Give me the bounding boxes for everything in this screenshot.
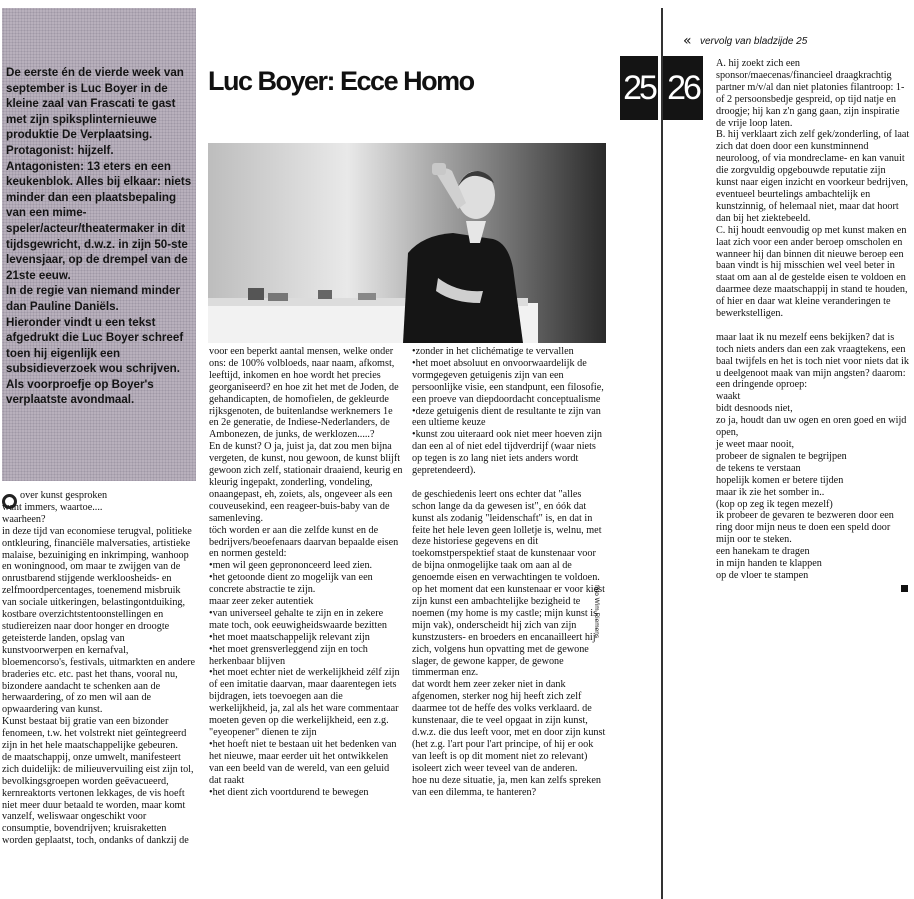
article-paragraph <box>716 320 910 332</box>
column-2 <box>209 346 403 798</box>
article-paragraph: maar zeer zeker autentiek <box>209 596 314 608</box>
article-paragraph: •het moet absoluut en onvoorwaardelijk de vormgegeven getuigenis zijn van een persoonlijke visie, een standpunt, een filosofie, een proeve van diepdoordacht conceptualisme <box>412 357 604 405</box>
article-paragraph: •deze getuigenis dient de resultante te zijn van een ultieme keuze <box>412 405 601 429</box>
article-paragraph: •het moet grensverleggend zijn en toch herkenbaar blijven <box>209 643 368 667</box>
article-paragraph: •het moet echter niet de werkelijkheid zélf zijn of een imitatie daarvan, maar daarentegen iets bijdragen, iets toevoegen aan die werkelijkheid, ja, zal als het ware commentaar moeten geven op die werkelijkheid, een z.g. "eyeopener" dienen te zijn <box>209 667 400 738</box>
article-paragraph: A. hij zoekt zich een sponsor/maecenas/financieel draagkrachtig partner m/v/al dan niet platonies filantroop: 1- of 2 persoonsbedje gespreid, op tijd natje en droogje; hij kan z'n gang gaan, zijn inspiratie de vrije loop laten. <box>716 58 905 129</box>
article-paragraph: over kunst gesproken <box>20 490 108 501</box>
article-paragraph: in deze tijd van economiese terugval, politieke ontkleuring, financiële malversaties, artistieke malaise, bezuiniging en inkrimping, wanhoop en woningnood, om maar te zwijgen van de onrustbarend stijgende werkloosheids- en zelfmoordpercentages, toenemend misbruik van sociale uitkeringen, belastingontduiking, kostbare overzichtstentoonstellingen en studiereizen naar door honger en droogte geteisterde landen, opslag van kunstvoorwerpen en kernafval, bloemencorso's, festivals, uitmarkten en andere braderies etc. etc. past het thans, vooral nu, bizondere aandacht te schenken aan de herwaardering, of zo men wil aan de opwaardering van kunst. <box>2 525 196 716</box>
intro-paragraph: Protagonist: hijzelf. Antagonisten: 13 eters en een keukenblok. Alles bij elkaar: niets minder dan een plaatsbepaling van een mime-speler/acteur/theatermaker in dit tijdsgewricht, d.w.z. in zijn 50-ste levensjaar, op de drempel van de 21ste eeuw. <box>6 143 192 282</box>
column-rule <box>661 8 663 899</box>
article-paragraph: C. hij houdt eenvoudig op met kunst maken en laat zich voor een ander beroep omscholen en wanneer hij dan binnen dit nieuwe beroep een baan vindt is hij misschien wel veel beter in staat om aan al de gestelde eisen te voldoen en daarmee deze maatschappij in stand te houden, of hier en daar wat kleine veranderingen te bewerkstelligen. <box>716 224 908 320</box>
intro-box <box>2 8 196 481</box>
article-paragraph: •kunst zou uiteraard ook niet meer hoeven zijn dan een al of niet edel tijdverdrijf (waar niets op tegen is zo lang niet iets anders wordt gepretendeerd). <box>412 429 602 477</box>
article-paragraph: zo ja, houdt dan uw ogen en oren goed en wijd open, <box>716 415 907 439</box>
article-paragraph: •zonder in het clichématige te vervallen <box>412 346 574 357</box>
article-paragraph: •men wil geen geprononceerd leed zien. <box>209 560 373 572</box>
article-paragraph: hopelijk komen er betere tijden <box>716 474 844 486</box>
article-paragraph: waakt <box>716 391 741 403</box>
article-paragraph: •het hoeft niet te bestaan uit het bedenken van het nieuwe, maar eerder uit het ontwikkelen van een beeld van de wereld, van een geluid dat raakt <box>209 738 397 786</box>
photo-illustration <box>208 143 606 343</box>
intro-paragraph: In de regie van niemand minder dan Pauline Daniëls. <box>6 284 180 313</box>
article-paragraph: op het moment dat een kunstenaar er voor kiest zijn kunst een ambachtelijke bezigheid te noemen (my home is my castle; mijn kunst is mijn vak), onderscheidt hij zich van zijn kunstzusters- en broeders en encanailleert hij zich, volgens hun opvatting met de gewone slager, de gewone kapper, de gewone timmerman enz. <box>412 584 605 679</box>
article-paragraph: ik probeer de gevaren te bezweren door een ring door mijn neus te doen een speld door mijn oor te steken. <box>716 510 894 546</box>
article-paragraph: je weet maar nooit, <box>716 438 795 450</box>
article-paragraph: maar ik zie het somber in.. <box>716 486 825 498</box>
article-paragraph: •het getoonde dient zo mogelijk van een concrete abstractie te zijn. <box>209 572 373 596</box>
article-paragraph: maar laat ik nu mezelf eens bekijken? dat is toch niets anders dan een zak vraagtekens, een baal twijfels en het is toch niet voor niets dat ik u deelgenoot maak van mijn angsten? daarom: een dringende oproep: <box>716 331 909 391</box>
article-paragraph: (kop op zeg ik tegen mezelf) <box>716 498 833 510</box>
article-title: Luc Boyer: Ecce Homo <box>208 66 474 96</box>
column-3 <box>412 346 606 798</box>
article-paragraph: Kunst bestaat bij gratie van een bizonder fenomeen, t.w. het volstrekt niet geïntegreerd zijn in het hele maatschappelijke gebeuren. <box>2 716 187 752</box>
article-paragraph: B. hij verklaart zich zelf gek/zonderling, of laat zich dat doen door een kunstminnend neuroloog, of via mondreclame- en kan vanuit die zorgvuldig opgebouwde reputatie zijn kunst naar eigen inzicht en voorkeur bedrijven, eventueel beurtelings ambachtelijk en kunstzinnig, of helemaal niet, maar dat hoort dan bij het ziektebeeld. <box>716 129 910 224</box>
article-paragraph: töch worden er aan die zelfde kunst en de bedrijvers/beoefenaars daarvan bepaalde eisen en normen gesteld: <box>209 524 399 560</box>
article-paragraph: de maatschappij, onze umwelt, manifesteert zich duidelijk: de milieuvervuiling eist zijn tol, bevolkingsgroepen worden geëvacueerd, kernreaktorts vertonen lekkages, de vis hoeft niet meer duur betaald te worden, maar komt vanzelf, weliswaar ongeschikt voor consumptie, bovendrijven; kruisraketten worden geplaatst, toch, ondanks of dankzij de <box>2 751 194 847</box>
continued-from-label: vervolg van bladzijde 25 <box>700 36 808 47</box>
article-paragraph: bidt desnoods niet, <box>716 403 793 415</box>
page-number-left: 25 <box>620 56 658 120</box>
double-chevron-left-icon: « <box>683 33 692 49</box>
article-paragraph: in mijn handen te klappen <box>716 558 822 570</box>
intro-paragraph: Als voorproefje op Boyer's verplaatste avondmaal. <box>6 377 154 407</box>
intro-paragraph: Hieronder vindt u een tekst afgedrukt die Luc Boyer schreef toen hij eigenlijk een subsidieverzoek wou schrijven. <box>6 315 184 376</box>
article-paragraph: waarheen? <box>2 513 46 525</box>
article-paragraph: want immers, waartoe.... <box>2 501 103 513</box>
article-photo <box>208 143 606 343</box>
intro-text <box>6 65 192 408</box>
page-number-right: 26 <box>663 56 703 120</box>
column-4 <box>716 58 910 582</box>
end-mark <box>901 585 908 592</box>
article-paragraph: •het dient zich voortdurend te bewegen <box>209 786 369 798</box>
column-1 <box>2 490 196 847</box>
article-paragraph: de geschiedenis leert ons echter dat "alles schon lange da da gewesen ist", en óók dat kunst als zodanig "leidenschaft" is, en dat in feite het hele leven geen lolletje is, welnu, met deze historiese gegevens en dit toekomstperspektief staat de kunstenaar voor de bijna onmogelijke taak om aan al de genoemde eisen en verwachtingen te voldoen. <box>412 488 602 584</box>
photo-credit: foto Wim Riemens <box>593 585 600 639</box>
article-paragraph: •het moet maatschappelijk relevant zijn <box>209 631 370 643</box>
article-paragraph: probeer de signalen te begrijpen <box>716 450 847 462</box>
article-paragraph: op de vloer te stampen <box>716 569 809 581</box>
article-paragraph: dat wordt hem zeer zeker niet in dank afgenomen, sterker nog hij heeft zich zelf daarmee tot de heffe des volks verklaard. de kunstenaar, die te veel opgaat in zijn kunst, d.w.z. die dus leeft voor, met en door zijn kunst (het z.g. l'art pour l'art principe, of hij er ook van leeft is op dit moment niet zo relevant) isoleert zich weer teveel van de anderen. <box>412 679 606 774</box>
article-paragraph: voor een beperkt aantal mensen, welke onder ons: de 100% volbloeds, naar naam, afkomst, leeftijd, inkomen en hoe wordt het precies georganiseerd? en hoe zit het met de Joden, de gehandicapten, de homofielen, de gekleurde rijksgenoten, de buitenlandse werknemers 1e en 2e generatie, de Indiese-Nederlanders, de Ambonezen, de junks, de werklozen.....? <box>209 346 399 441</box>
article-paragraph: En de kunst? O ja, juist ja, dat zou men bijna vergeten, de kunst, nou gewoon, de kunst blijft gewoon zich zelf, stationair draaiend, keurig en kleurig ingepakt, zonderling, vondeling, onaangepast, eh, zoiets, als, ongeveer als een couveusekind, een reageer-buis-baby van de samenleving. <box>209 441 403 524</box>
article-paragraph: de tekens te verstaan <box>716 462 801 474</box>
article-paragraph: •van universeel gehalte te zijn en in zekere mate toch, ook eeuwigheidswaarde bezitten <box>209 607 387 631</box>
article-paragraph: hoe nu deze situatie, ja, men kan zelfs spreken van een dilemma, te hanteren? <box>412 774 601 798</box>
article-paragraph: een hanekam te dragen <box>716 546 810 558</box>
article-paragraph <box>412 477 606 489</box>
intro-paragraph: De eerste én de vierde week van september is Luc Boyer in de kleine zaal van Frascati te gast met zijn spiksplinternieuwe produktie De Verplaatsing. <box>6 66 184 142</box>
